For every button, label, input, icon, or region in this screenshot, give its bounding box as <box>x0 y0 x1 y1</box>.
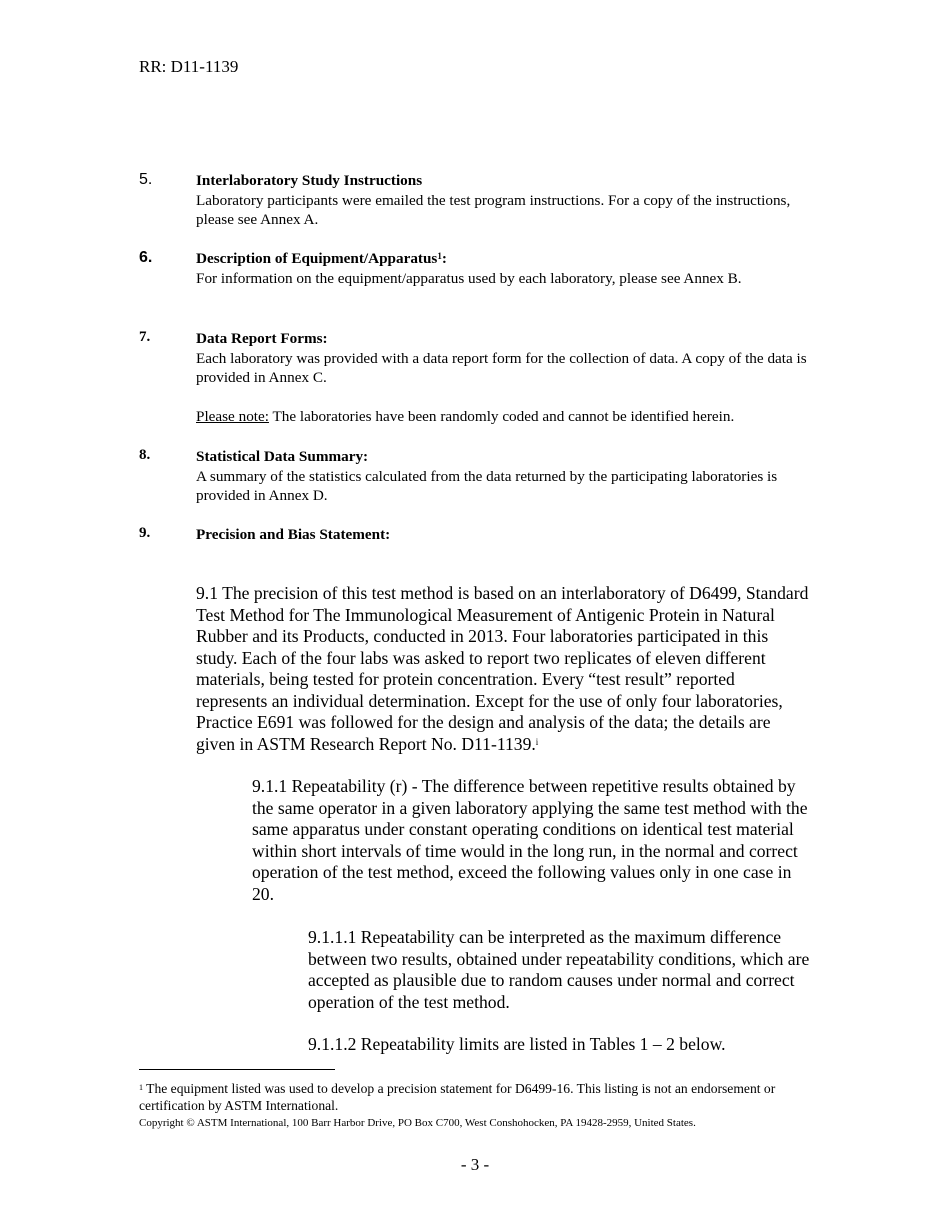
section-title: Interlaboratory Study Instructions <box>196 172 423 189</box>
note-text: The laboratories have been randomly coded and cannot be identified herein. <box>268 407 735 425</box>
section-number: 5. <box>139 171 153 188</box>
footnote-marker: 1 <box>139 1083 143 1092</box>
section-text: A summary of the statistics calculated from the data returned by the participating laboratories is provided in Annex D. <box>196 467 778 504</box>
footnote-ref: 1 <box>437 251 442 261</box>
paragraph-9-1-1-1: 9.1.1.1 Repeatability can be interpreted as the maximum difference between two results, obtained under repeatability conditions, which are accepted as plausible due to random causes under normal and correct operation of the test method. <box>308 927 810 1012</box>
footnote-separator <box>139 1069 335 1070</box>
section-8 <box>139 447 819 506</box>
section-number: 6. <box>139 249 153 266</box>
paragraph-9-1: 9.1 The precision of this test method is based on an interlaboratory of D6499, Standard Test Method for The Immunological Measurement of Antigenic Protein in Natural Rubber and its Products, conducted in 2013. Four laboratories participated in this study. Each of the four labs was asked to report two replicates of eleven different materials, being tested for protein concentration. Every “test result” reported represents an individual determination. Except for the use of only four laboratories, Practice E691 was followed for the design and analysis of the data; the details are given in ASTM Research Report No. D11-1139.$^i$ <box>196 583 809 754</box>
section-number: 9. <box>139 525 151 541</box>
endnote-ref: i <box>535 736 539 747</box>
section-title: Description of Equipment/Apparatus$^1$: <box>196 250 447 267</box>
section-text: Each laboratory was provided with a data report form for the collection of data. A copy of the data is provided in Annex C. <box>196 349 807 386</box>
footnote-text: The equipment listed was used to develop a precision statement for D6499-16. This listing is not an endorsement or certification by ASTM International. <box>139 1081 776 1113</box>
section-9 <box>139 525 819 545</box>
page-number: - 3 - <box>460 1155 490 1174</box>
section-number: 8. <box>139 447 151 463</box>
section-title: Statistical Data Summary: <box>196 448 369 465</box>
section-number: 7. <box>139 329 151 345</box>
note-label: Please note: <box>196 407 269 425</box>
section-text: Laboratory participants were emailed the test program instructions. For a copy of the instructions, please see Annex A. <box>196 191 791 228</box>
paragraph-9-1-1-2: 9.1.1.2 Repeatability limits are listed in Tables 1 – 2 below. <box>308 1034 726 1054</box>
section-6 <box>139 249 819 288</box>
section-text: For information on the equipment/apparatus used by each laboratory, please see Annex B. <box>196 269 742 287</box>
section-7 <box>139 329 819 426</box>
footnote <box>139 1080 839 1114</box>
section-title: Precision and Bias Statement: <box>196 526 391 543</box>
section-title: Data Report Forms: <box>196 330 328 347</box>
report-id-header: RR: D11-1139 <box>139 57 239 76</box>
note-paragraph <box>196 407 819 427</box>
section-5 <box>139 171 819 230</box>
paragraph-9-1-1: 9.1.1 Repeatability (r) - The difference between repetitive results obtained by the same operator in a given laboratory applying the same test method with the same apparatus under constant operating conditions on identical test material within short intervals of time would in the long run, in the normal and correct operation of the test method, exceed the following values only in one case in 20. <box>252 776 808 904</box>
copyright-notice: Copyright © ASTM International, 100 Barr Harbor Drive, PO Box C700, West Conshohocken, PA 19428-2959, United States. <box>139 1117 696 1129</box>
